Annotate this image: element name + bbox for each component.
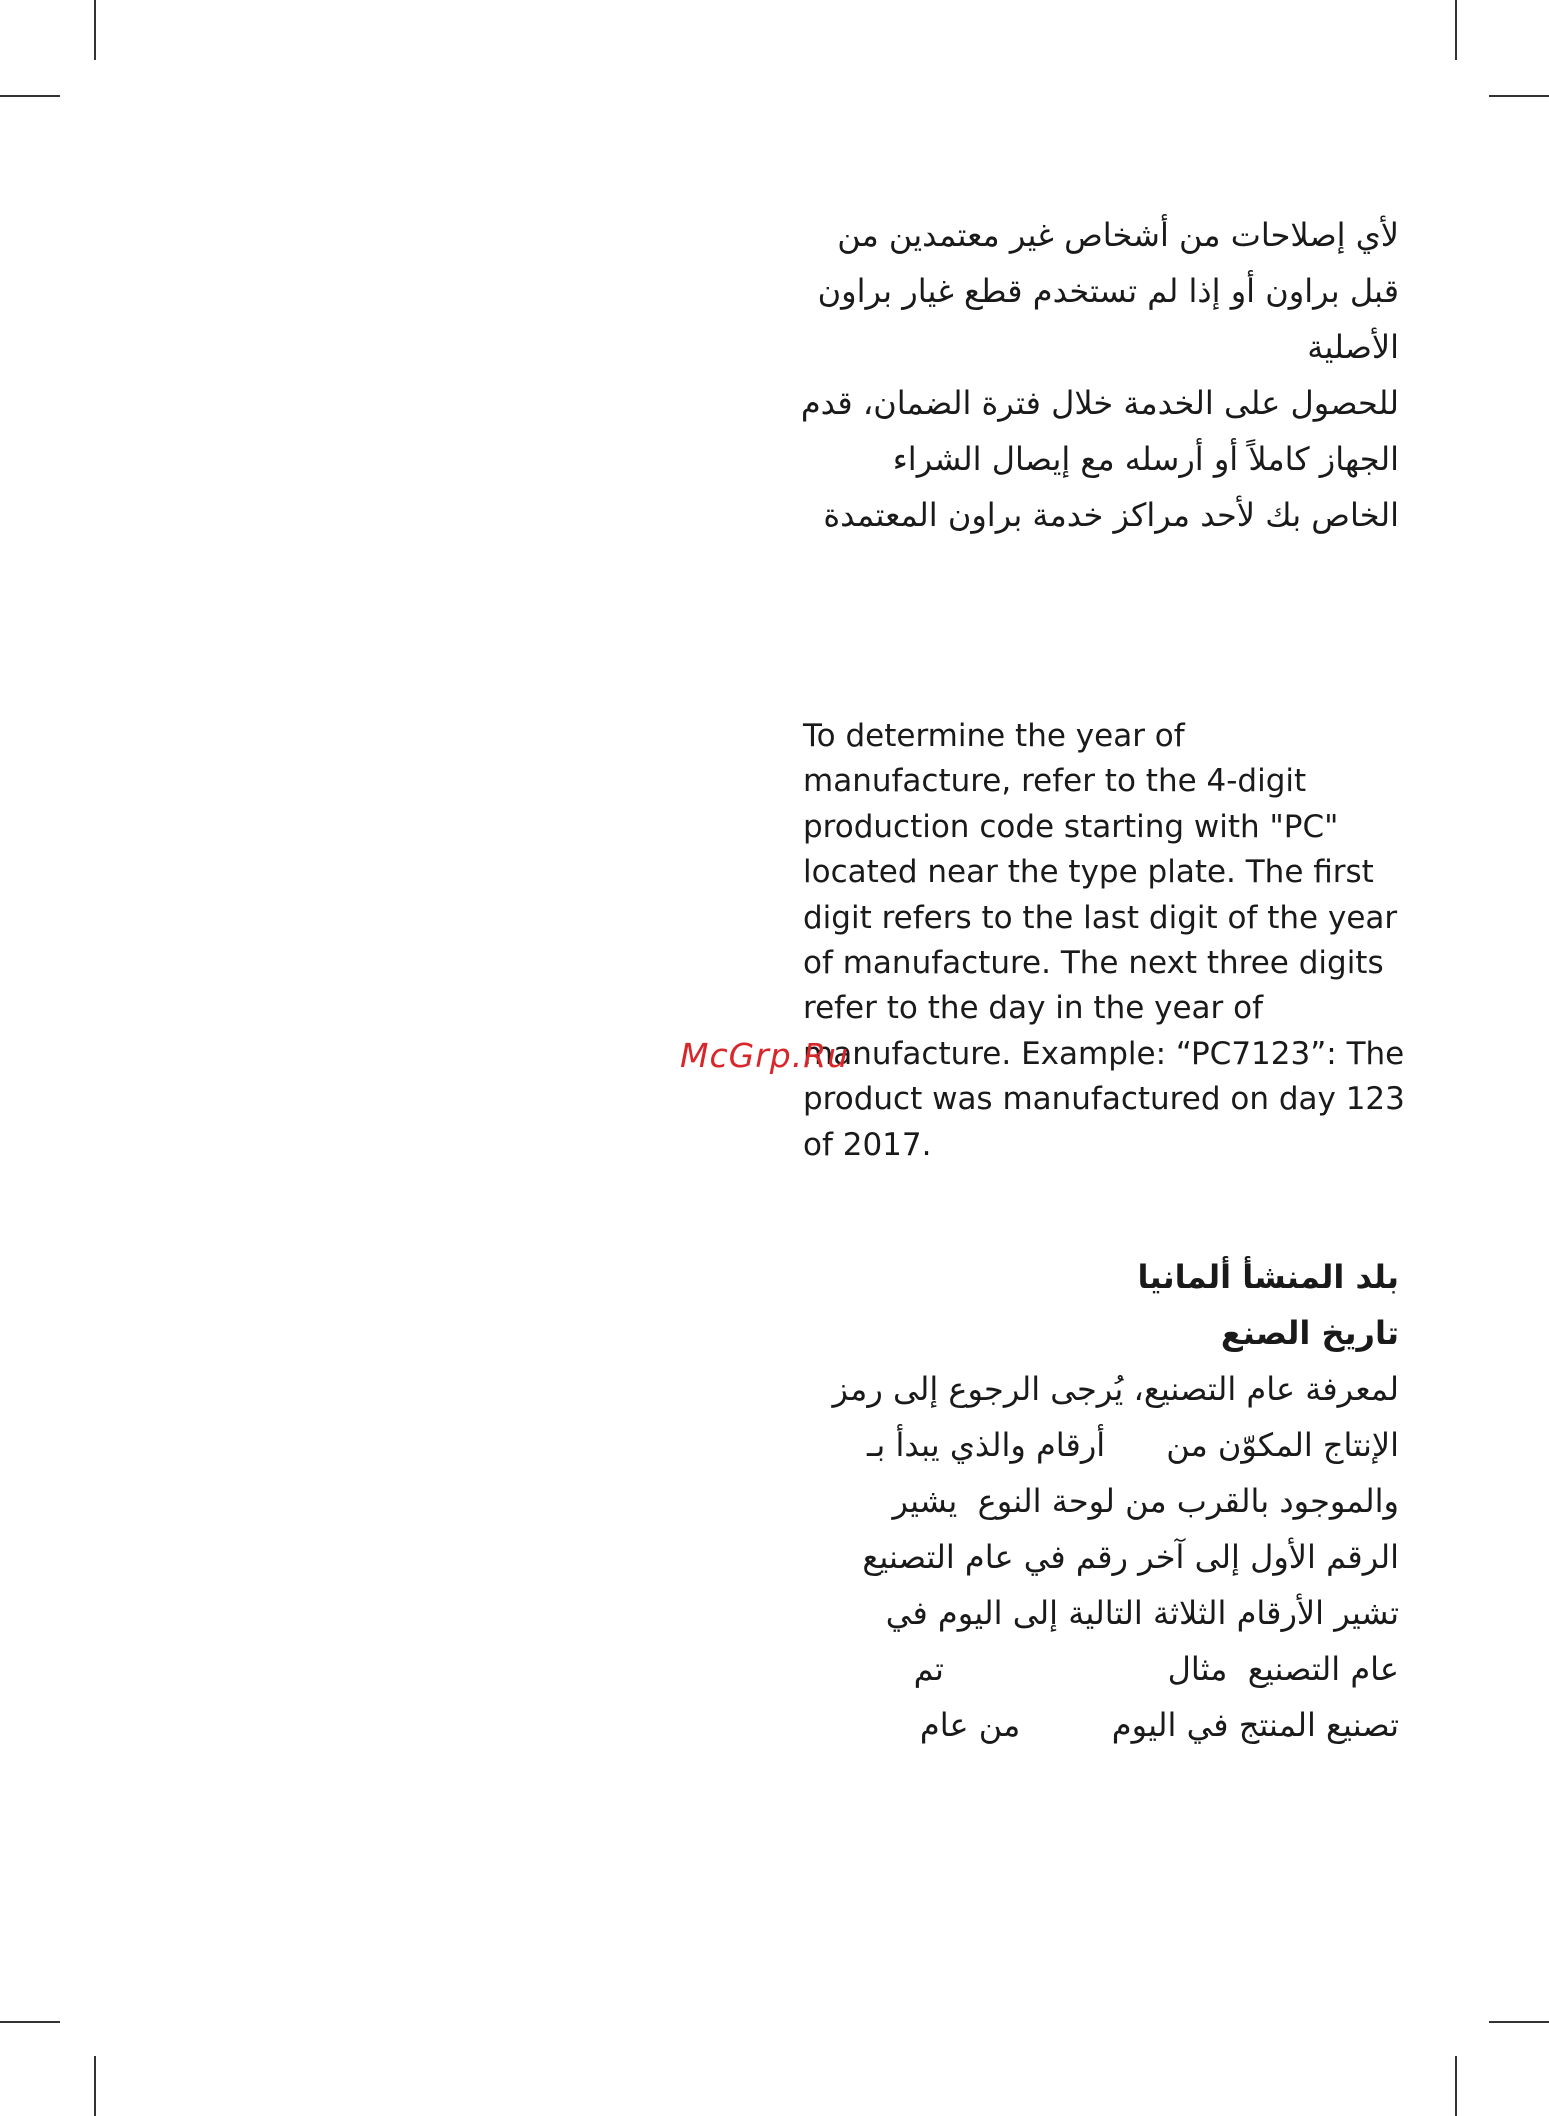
english-text-line: digit refers to the last digit of the year: [803, 899, 1398, 936]
crop-mark-top-right: [1455, 0, 1457, 60]
crop-mark-bottom-left-h: [0, 2021, 60, 2023]
crop-mark-bottom-left: [94, 2056, 96, 2116]
arabic-origin-line: الإنتاج المكوّن من أرقام والذي يبدأ بـ: [866, 1426, 1399, 1464]
arabic-warranty-paragraph: [801, 207, 1399, 543]
arabic-warranty-line: الأصلية: [1307, 328, 1399, 366]
crop-mark-top-left: [94, 0, 96, 60]
arabic-origin-line: تشير الأرقام الثلاثة التالية إلى اليوم في: [885, 1594, 1399, 1632]
arabic-warranty-line: للحصول على الخدمة خلال فترة الضمان، قدم: [800, 384, 1399, 422]
english-text-line: located near the type plate. The first: [803, 854, 1374, 891]
arabic-warranty-line: الخاص بك لأحد مراكز خدمة براون المعتمدة: [823, 496, 1399, 534]
arabic-origin-line: والموجود بالقرب من لوحة النوع يشير: [892, 1482, 1399, 1520]
crop-mark-top-left-h: [0, 95, 60, 97]
english-production-code-paragraph: [803, 714, 1413, 1168]
arabic-origin-line: الرقم الأول إلى آخر رقم في عام التصنيع: [862, 1538, 1399, 1576]
english-text-line: product was manufactured on day 123: [803, 1081, 1405, 1118]
crop-mark-bottom-right: [1455, 2056, 1457, 2116]
english-text-line: of manufacture. The next three digits: [803, 945, 1384, 982]
arabic-warranty-line: قبل براون أو إذا لم تستخدم قطع غيار براون: [817, 272, 1399, 310]
crop-mark-bottom-right-h: [1489, 2021, 1549, 2023]
english-text-line: To determine the year of: [803, 718, 1185, 754]
arabic-warranty-line: الجهاز كاملاً أو أرسله مع إيصال الشراء: [892, 440, 1399, 478]
english-text-line: refer to the day in the year of: [803, 990, 1264, 1027]
arabic-origin-line: عام التصنيع مثال تم: [913, 1650, 1399, 1688]
english-text-line: production code starting with "PC": [803, 808, 1339, 845]
arabic-origin-line: لمعرفة عام التصنيع، يُرجى الرجوع إلى رمز: [832, 1370, 1399, 1408]
crop-mark-top-right-h: [1489, 95, 1549, 97]
arabic-warranty-line: لأي إصلاحات من أشخاص غير معتمدين من: [837, 216, 1399, 254]
arabic-origin-line: تصنيع المنتج في اليوم من عام: [919, 1706, 1399, 1744]
arabic-origin-section: [833, 1249, 1399, 1753]
english-text-line: of 2017.: [803, 1126, 932, 1163]
english-text-line: manufacture. Example: “PC7123”: The: [803, 1035, 1405, 1072]
watermark-text: McGrp.Ru: [680, 1036, 850, 1075]
english-text-line: manufacture, refer to the 4-digit: [803, 763, 1307, 800]
manufacture-date-heading: تاريخ الصنع: [1220, 1314, 1399, 1352]
country-of-origin-heading: بلد المنشأ ألمانيا: [1137, 1258, 1399, 1296]
